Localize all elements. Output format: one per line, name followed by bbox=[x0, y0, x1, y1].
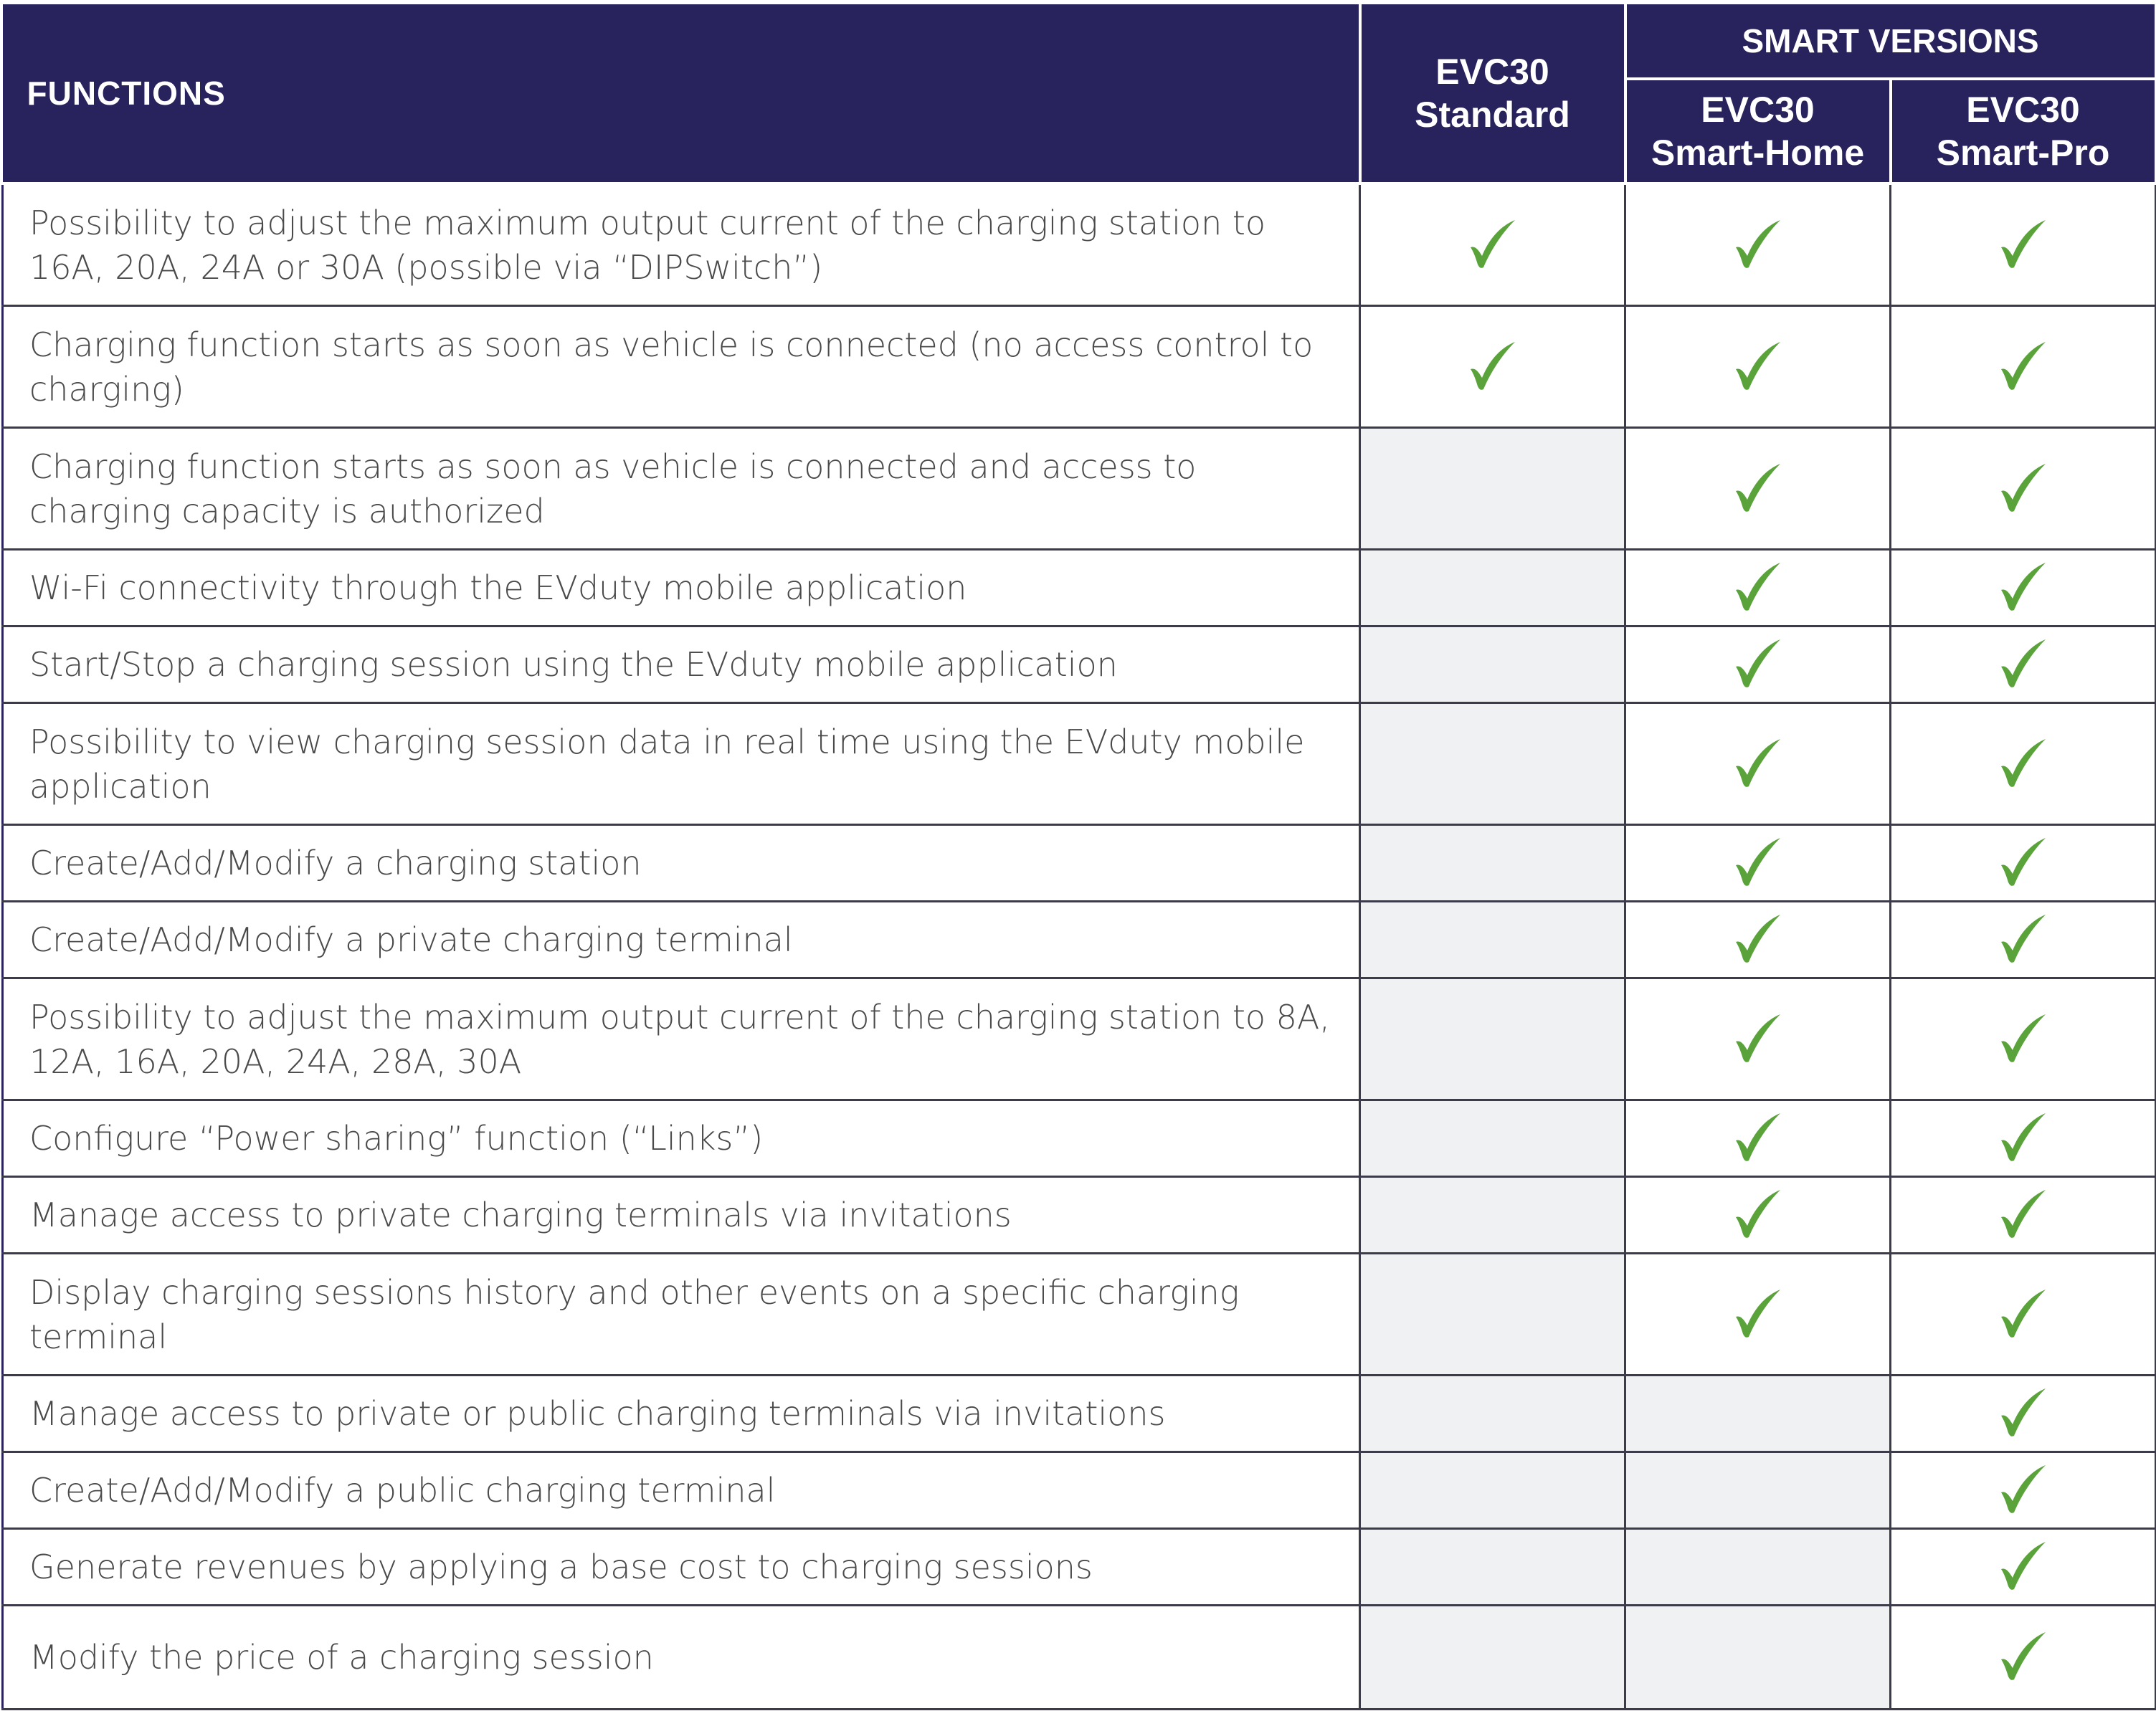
standard-cell bbox=[1360, 1452, 1625, 1529]
standard-cell bbox=[1360, 902, 1625, 978]
checkmark-icon bbox=[1998, 736, 2048, 789]
checkmark-icon bbox=[1998, 835, 2048, 888]
smart-home-cell bbox=[1625, 1529, 1891, 1606]
table-row bbox=[3, 703, 2156, 825]
standard-cell bbox=[1360, 428, 1625, 550]
checkmark-icon bbox=[1998, 1539, 2048, 1592]
checkmark-icon bbox=[1998, 637, 2048, 690]
table-row bbox=[3, 1376, 2156, 1452]
checkmark-icon bbox=[1998, 461, 2048, 514]
standard-cell bbox=[1360, 1177, 1625, 1254]
table-row bbox=[3, 1100, 2156, 1177]
smart-pro-cell bbox=[1891, 1376, 2156, 1452]
function-description: Possibility to adjust the maximum output current of the charging station to 16A, 20A, 24A or 30A (possible via “DIPSwitch”) bbox=[3, 184, 1360, 306]
checkmark-icon bbox=[1998, 1287, 2048, 1340]
table-row bbox=[3, 902, 2156, 978]
smart-pro-cell bbox=[1891, 626, 2156, 703]
checkmark-icon bbox=[1998, 1187, 2048, 1240]
smart-pro-cell bbox=[1891, 1100, 2156, 1177]
checkmark-icon bbox=[1733, 1110, 1783, 1163]
standard-cell bbox=[1360, 550, 1625, 626]
smart-home-cell bbox=[1625, 626, 1891, 703]
function-description: Create/Add/Modify a private charging terminal bbox=[3, 902, 1360, 978]
standard-cell bbox=[1360, 1529, 1625, 1606]
table-row bbox=[3, 1254, 2156, 1376]
checkmark-icon bbox=[1998, 1110, 2048, 1163]
standard-cell bbox=[1360, 1254, 1625, 1376]
table-header bbox=[3, 3, 2156, 184]
function-description: Display charging sessions history and other events on a specific charging terminal bbox=[3, 1254, 1360, 1376]
function-description: Possibility to adjust the maximum output current of the charging station to 8A, 12A, 16A, 20A, 24A, 28A, 30A bbox=[3, 978, 1360, 1100]
checkmark-icon bbox=[1733, 560, 1783, 613]
function-description: Generate revenues by applying a base cost to charging sessions bbox=[3, 1529, 1360, 1606]
checkmark-icon bbox=[1998, 217, 2048, 270]
features-comparison-table bbox=[1, 1, 2156, 1710]
checkmark-icon bbox=[1733, 217, 1783, 270]
standard-cell bbox=[1360, 978, 1625, 1100]
checkmark-icon bbox=[1733, 835, 1783, 888]
standard-cell bbox=[1360, 1100, 1625, 1177]
smart-home-cell bbox=[1625, 1254, 1891, 1376]
standard-cell bbox=[1360, 1606, 1625, 1710]
checkmark-icon bbox=[1468, 339, 1518, 392]
function-description: Charging function starts as soon as vehicle is connected and access to charging capacity is authorized bbox=[3, 428, 1360, 550]
table-row bbox=[3, 184, 2156, 306]
smart-pro-cell bbox=[1891, 550, 2156, 626]
smart-home-cell bbox=[1625, 1606, 1891, 1710]
table-row bbox=[3, 428, 2156, 550]
checkmark-icon bbox=[1998, 560, 2048, 613]
table-row bbox=[3, 825, 2156, 902]
smart-pro-cell bbox=[1891, 306, 2156, 428]
smart-versions-group-header: SMART VERSIONS bbox=[1625, 3, 2156, 79]
smart-home-cell bbox=[1625, 184, 1891, 306]
function-description: Manage access to private or public charging terminals via invitations bbox=[3, 1376, 1360, 1452]
checkmark-icon bbox=[1733, 1287, 1783, 1340]
checkmark-icon bbox=[1733, 1187, 1783, 1240]
smart-home-column-header bbox=[1625, 79, 1891, 184]
standard-cell bbox=[1360, 703, 1625, 825]
checkmark-icon bbox=[1998, 1386, 2048, 1439]
checkmark-icon bbox=[1998, 339, 2048, 392]
smart-home-cell bbox=[1625, 1177, 1891, 1254]
function-description: Configure “Power sharing” function (“Links”) bbox=[3, 1100, 1360, 1177]
function-description: Modify the price of a charging session bbox=[3, 1606, 1360, 1710]
standard-column-label: EVC30 Standard bbox=[1415, 52, 1570, 135]
smart-pro-cell bbox=[1891, 1452, 2156, 1529]
smart-home-cell bbox=[1625, 428, 1891, 550]
table-body bbox=[3, 184, 2156, 1710]
function-description: Create/Add/Modify a charging station bbox=[3, 825, 1360, 902]
checkmark-icon bbox=[1733, 461, 1783, 514]
table-row bbox=[3, 978, 2156, 1100]
standard-cell bbox=[1360, 306, 1625, 428]
checkmark-icon bbox=[1733, 1011, 1783, 1064]
smart-home-cell bbox=[1625, 1452, 1891, 1529]
table-row bbox=[3, 626, 2156, 703]
smart-home-cell bbox=[1625, 902, 1891, 978]
checkmark-icon bbox=[1998, 912, 2048, 965]
checkmark-icon bbox=[1998, 1462, 2048, 1515]
smart-home-cell bbox=[1625, 825, 1891, 902]
table-row bbox=[3, 1529, 2156, 1606]
smart-pro-cell bbox=[1891, 978, 2156, 1100]
smart-pro-column-label: EVC30 Smart-Pro bbox=[1936, 90, 2110, 173]
function-description: Charging function starts as soon as vehicle is connected (no access control to charging) bbox=[3, 306, 1360, 428]
smart-pro-cell bbox=[1891, 1529, 2156, 1606]
smart-pro-cell bbox=[1891, 1177, 2156, 1254]
smart-pro-cell bbox=[1891, 1606, 2156, 1710]
table-row bbox=[3, 306, 2156, 428]
smart-home-cell bbox=[1625, 978, 1891, 1100]
checkmark-icon bbox=[1468, 217, 1518, 270]
smart-pro-cell bbox=[1891, 1254, 2156, 1376]
smart-home-cell bbox=[1625, 306, 1891, 428]
checkmark-icon bbox=[1998, 1629, 2048, 1682]
function-description: Start/Stop a charging session using the EVduty mobile application bbox=[3, 626, 1360, 703]
function-description: Create/Add/Modify a public charging terminal bbox=[3, 1452, 1360, 1529]
standard-cell bbox=[1360, 626, 1625, 703]
smart-home-cell bbox=[1625, 1376, 1891, 1452]
table-row bbox=[3, 1606, 2156, 1710]
smart-pro-cell bbox=[1891, 703, 2156, 825]
standard-cell bbox=[1360, 825, 1625, 902]
smart-pro-cell bbox=[1891, 184, 2156, 306]
standard-cell bbox=[1360, 184, 1625, 306]
checkmark-icon bbox=[1733, 339, 1783, 392]
smart-home-column-label: EVC30 Smart-Home bbox=[1651, 90, 1865, 173]
smart-home-cell bbox=[1625, 550, 1891, 626]
standard-column-header bbox=[1360, 3, 1625, 184]
checkmark-icon bbox=[1733, 736, 1783, 789]
standard-cell bbox=[1360, 1376, 1625, 1452]
table-row bbox=[3, 550, 2156, 626]
function-description: Manage access to private charging terminals via invitations bbox=[3, 1177, 1360, 1254]
smart-home-cell bbox=[1625, 1100, 1891, 1177]
function-description: Possibility to view charging session data in real time using the EVduty mobile application bbox=[3, 703, 1360, 825]
smart-pro-cell bbox=[1891, 902, 2156, 978]
checkmark-icon bbox=[1998, 1011, 2048, 1064]
functions-column-header: FUNCTIONS bbox=[3, 3, 1360, 184]
smart-pro-cell bbox=[1891, 428, 2156, 550]
checkmark-icon bbox=[1733, 912, 1783, 965]
smart-pro-cell bbox=[1891, 825, 2156, 902]
function-description: Wi-Fi connectivity through the EVduty mobile application bbox=[3, 550, 1360, 626]
checkmark-icon bbox=[1733, 637, 1783, 690]
smart-home-cell bbox=[1625, 703, 1891, 825]
table-row bbox=[3, 1177, 2156, 1254]
table-row bbox=[3, 1452, 2156, 1529]
smart-pro-column-header bbox=[1891, 79, 2156, 184]
